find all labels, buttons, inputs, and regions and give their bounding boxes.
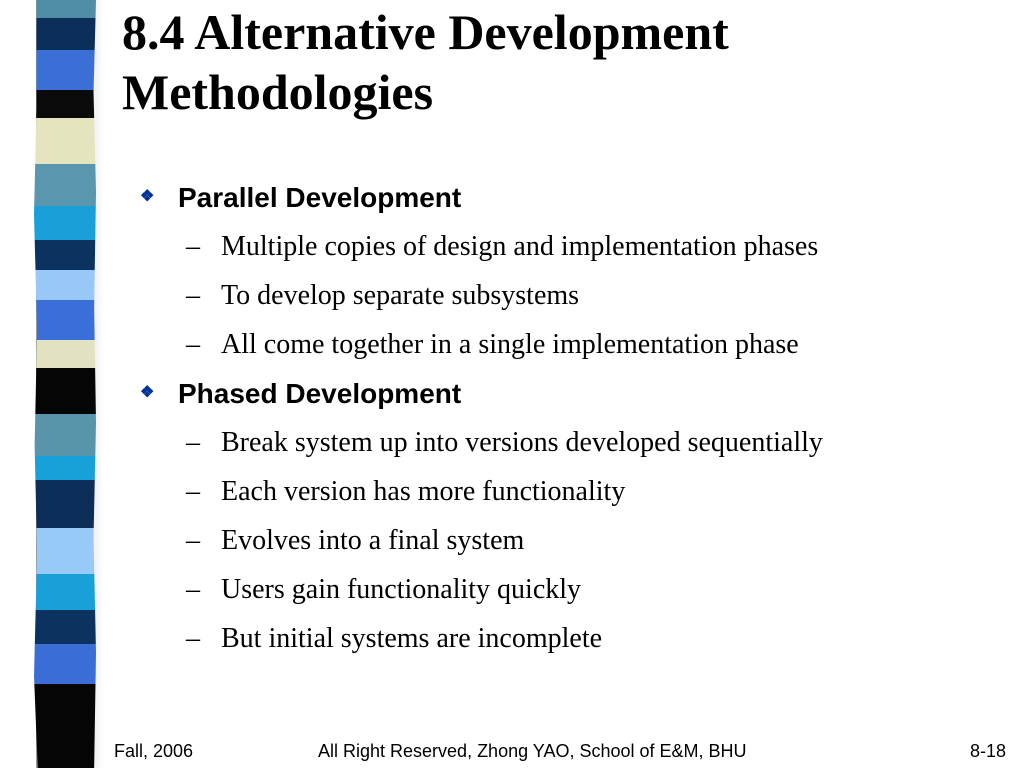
footer-page-number: 8-18: [970, 741, 1007, 761]
sub-bullet-text: All come together in a single implementation phase: [221, 329, 799, 360]
dash-icon: –: [186, 427, 200, 458]
slide-title-line1: 8.4 Alternative Development: [122, 4, 729, 60]
sub-bullet: [186, 327, 799, 363]
sub-bullet-text: But initial systems are incomplete: [221, 623, 603, 654]
sub-bullet-text: Multiple copies of design and implementation phases: [221, 231, 819, 262]
dash-icon: –: [186, 231, 200, 262]
sub-bullet-text: Break system up into versions developed sequentially: [221, 427, 823, 458]
sub-bullet: [186, 474, 625, 510]
footer-copyright: All Right Reserved, Zhong YAO, School of E&M, BHU: [318, 741, 747, 761]
slide-title-line2: Methodologies: [122, 64, 434, 120]
bullet-phased-development: [140, 376, 461, 414]
dash-icon: –: [186, 623, 200, 654]
bullet-parallel-development: [140, 180, 461, 218]
diamond-bullet-icon: ❖: [140, 187, 155, 205]
sub-bullet-text: Each version has more functionality: [221, 476, 626, 507]
dash-icon: –: [186, 476, 200, 507]
sub-bullet: [186, 621, 602, 657]
dash-icon: –: [186, 525, 200, 556]
sub-bullet-text: Users gain functionality quickly: [221, 574, 582, 605]
sub-bullet-text: Evolves into a final system: [221, 525, 525, 556]
sub-bullet: [186, 572, 581, 608]
sub-bullet: [186, 425, 823, 461]
dash-icon: –: [186, 280, 200, 311]
footer-date: Fall, 2006: [114, 741, 194, 761]
dash-icon: –: [186, 329, 200, 360]
sub-bullet: [186, 523, 524, 559]
bullet-heading: Parallel Development: [178, 182, 462, 213]
dash-icon: –: [186, 574, 200, 605]
sub-bullet-text: To develop separate subsystems: [221, 280, 580, 311]
sub-bullet: [186, 229, 818, 265]
diamond-bullet-icon: ❖: [140, 383, 155, 401]
bullet-heading: Phased Development: [178, 378, 462, 409]
sub-bullet: [186, 278, 579, 314]
